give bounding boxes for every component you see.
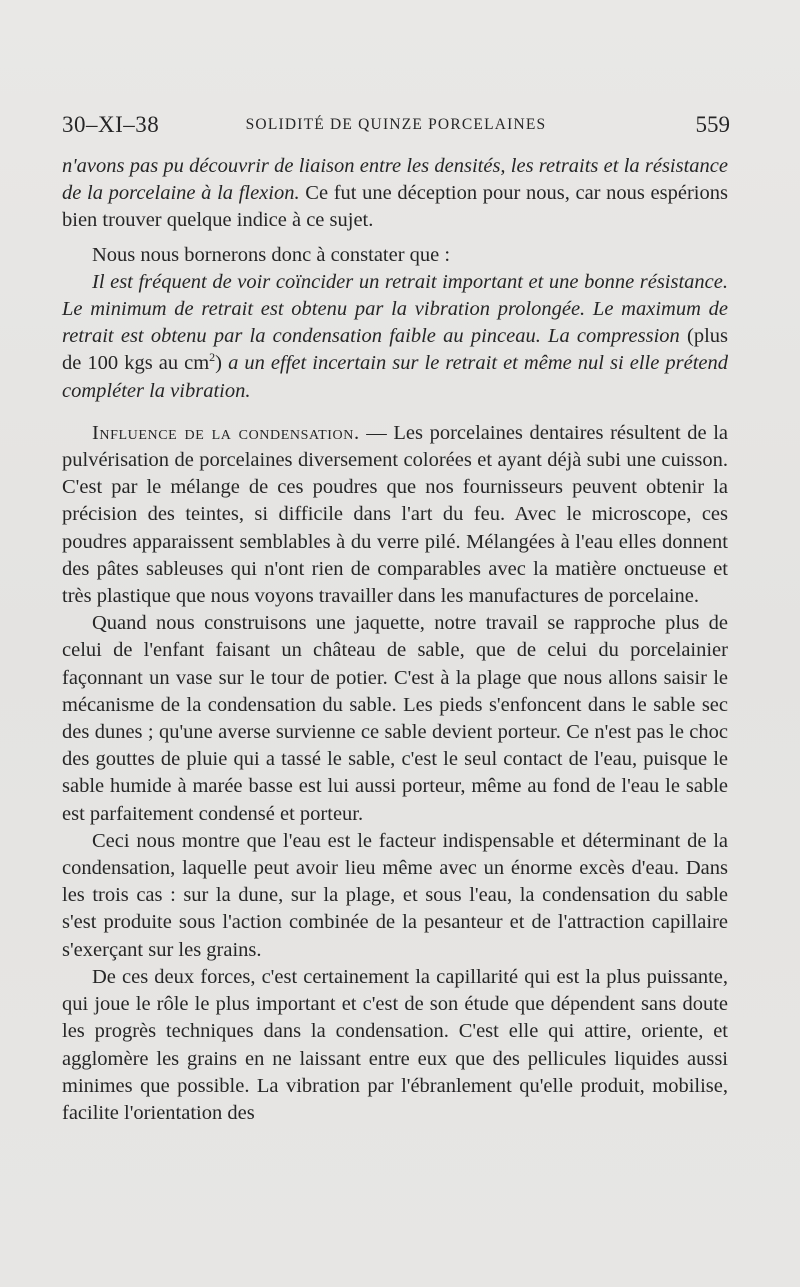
paragraph-1-italic: n'avons pas pu découvrir de liaison entre les densités, les retraits et la résistance de la porcelaine à la flexion. [62,155,728,205]
paragraph-1-text: Ce fut une déception pour nous, car nous espérions bien trouver quelque indice à ce sujet. [62,182,728,232]
paragraph-6: Ceci nous montre que l'eau est le facteur indispensable et déterminant de la condensation, laquelle peut avoir lieu même avec un énorme excès d'eau. Dans les trois cas : sur la dune, sur la plage, et sous l'eau, la condensation du sable s'est produite sous l'action combinée de la pesanteur et de l'attraction capillaire s'exerçant sur les grains. [62,829,728,961]
paragraph-3-text-b: ) [215,352,229,375]
header-date: 30–XI–38 [62,112,160,137]
header-title: SOLIDITÉ DE QUINZE PORCELAINES [245,116,547,133]
heading-dash: — [359,421,394,444]
paragraph-3-text-a: (plus de 100 kgs au cm [62,325,728,375]
paragraph-5: Quand nous construisons une jaquette, notre travail se rapproche plus de celui de l'enfant faisant un château de sable, que de celui du porcelainier façonnant un vase sur le tour de potier. C'est à la plage que nous allons saisir le mécanisme de la condensation du sable. Les pieds s'enfoncent dans le sable sec des dunes ; qu'une averse survienne ce sable devient porteur. Ce n'est pas le choc des gouttes de pluie qui a tassé le sable, c'est le seul contact de l'eau, puisque le sable humide à marée basse est lui aussi porteur, même au fond de l'eau le sable est parfaitement condensé et porteur. [62,612,728,825]
section-heading: Influence de la condensation. [92,421,360,444]
paragraph-4 [62,420,728,610]
paragraph-4-text: Les porcelaines dentaires résultent de la pulvérisation de porcelaines diversement colorées et ayant déjà subi une cuisson. C'est par le mélange de ces poudres que nos fournisseurs peuvent obtenir la précision des teintes, si difficile dans l'art du feu. Avec le microscope, ces poudres apparaissent semblables à du verre pilé. Mélangées à l'eau elles donnent des pâtes sableuses qui n'ont rien de comparables avec la matière onctueuse et très plastique que nous voyons travailler dans les manufactures de porcelaine. [62,421,729,608]
paragraph-2: Nous nous bornerons donc à constater que : [92,243,451,266]
body-text [62,153,728,1127]
paragraph-3-italic-b: a un effet incertain sur le retrait et même nul si elle prétend compléter la vibration. [62,352,729,402]
running-header [62,112,730,142]
superscript: 2 [209,350,216,365]
paragraph-3 [62,269,728,405]
paragraph-3-italic-a: Il est fréquent de voir coïncider un retrait important et une bonne résistance. Le minimum de retrait est obtenu par la vibration prolongée. Le maximum de retrait est obtenu par la condensation faible au pinceau. La compression [62,270,728,348]
paragraph-7: De ces deux forces, c'est certainement la capillarité qui est la plus puissante, qui joue le rôle le plus important et c'est de son étude que dépendent sans doute les progrès techniques dans la condensation. C'est elle qui attire, oriente, et agglomère les grains en ne laissant entre eux que des pellicules liquides aussi minimes que possible. La vibration par l'ébranlement qu'elle produit, mobilise, facilite l'orientation des [62,965,728,1124]
paragraph-1 [62,153,728,235]
page-number: 559 [695,112,730,137]
